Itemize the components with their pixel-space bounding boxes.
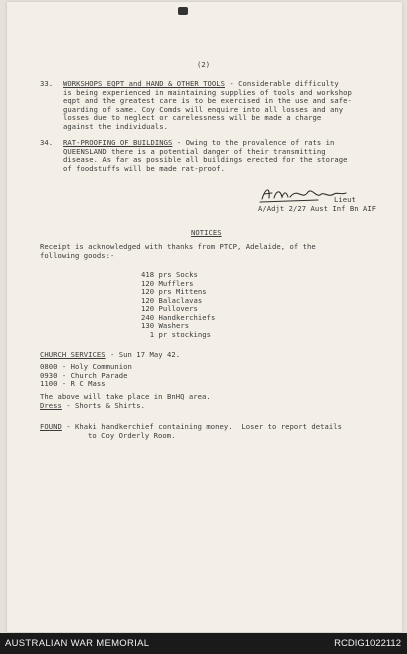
item-33-line: eqpt and the greatest care is to be exercised in the use and safe- <box>63 96 352 105</box>
dress-line <box>40 402 145 410</box>
church-place: The above will take place in BnHQ area. <box>40 392 211 401</box>
church-service-item: 1100 - R C Mass <box>40 379 106 388</box>
footer-institution: AUSTRALIAN WAR MEMORIAL <box>5 638 150 649</box>
item-33-heading: WORKSHOPS EQPT and HAND & OTHER TOOLS <box>63 79 225 88</box>
item-34-line: - Owing to the provalence of rats in <box>172 138 335 147</box>
item-34-line: disease. As far as possible all buildings erected for the storage <box>63 155 348 164</box>
signature-title: A/Adjt 2/27 Aust Inf Bn AIF <box>258 204 377 213</box>
item-34-line: of foodstuffs will be made rat-proof. <box>63 163 225 173</box>
notices-receipt-line: following goods:- <box>40 250 115 260</box>
page-number: (2) <box>197 60 211 69</box>
item-33-line: - Considerable difficulty <box>224 79 339 88</box>
church-services-line <box>40 351 180 359</box>
found-text: - Khaki handkerchief containing money. Loser to report details <box>61 422 343 431</box>
item-34-line: QUEENSLAND there is a potential danger of their transmitting <box>63 146 326 156</box>
church-services-date: - Sun 17 May 42. <box>105 350 181 359</box>
church-service-item: 0930 - Church Parade <box>40 370 128 380</box>
goods-item: 120 prs Mittens <box>141 287 207 296</box>
archive-footer <box>0 633 407 654</box>
item-34-heading: RAT-PROOFING OF BUILDINGS <box>63 138 173 147</box>
church-service-item: 0800 - Holy Communion <box>40 362 132 371</box>
found-label: FOUND <box>40 422 62 431</box>
goods-item: 120 Pullovers <box>141 304 198 313</box>
goods-item: 1 pr stockings <box>141 329 212 339</box>
goods-item: 120 Mufflers <box>141 278 194 288</box>
item-33-line: is being experienced in maintaining supplies of tools and workshop <box>63 87 352 97</box>
dress-label: Dress <box>40 400 62 410</box>
found-line <box>40 423 342 431</box>
goods-item: 130 Washers <box>141 321 190 330</box>
goods-item: 120 Balaclavas <box>141 295 203 305</box>
item-33-line: guarding of same. Coy Comds will enquire into all losses and any <box>63 104 344 114</box>
notices-receipt-line: Receipt is acknowledged with thanks from PTCP, Adelaide, of the <box>40 242 316 251</box>
signature-rank: Lieut <box>334 195 356 204</box>
goods-item: 240 Handkerchiefs <box>141 312 216 322</box>
dress-text: - Shorts & Shirts. <box>61 400 146 410</box>
footer-record-id: RCDIG1022112 <box>334 638 401 649</box>
item-33-line: losses due to neglect or carelessness will be made a charge <box>63 113 322 122</box>
punch-hole <box>178 7 188 15</box>
item-33-line: against the individuals. <box>63 121 169 131</box>
item-33-number: 33. <box>40 79 54 88</box>
goods-item: 418 prs Socks <box>141 270 198 279</box>
church-services-heading: CHURCH SERVICES <box>40 350 106 359</box>
found-line: to Coy Orderly Room. <box>88 430 176 440</box>
item-34-number: 34. <box>40 138 54 147</box>
notices-heading: NOTICES <box>191 228 222 237</box>
